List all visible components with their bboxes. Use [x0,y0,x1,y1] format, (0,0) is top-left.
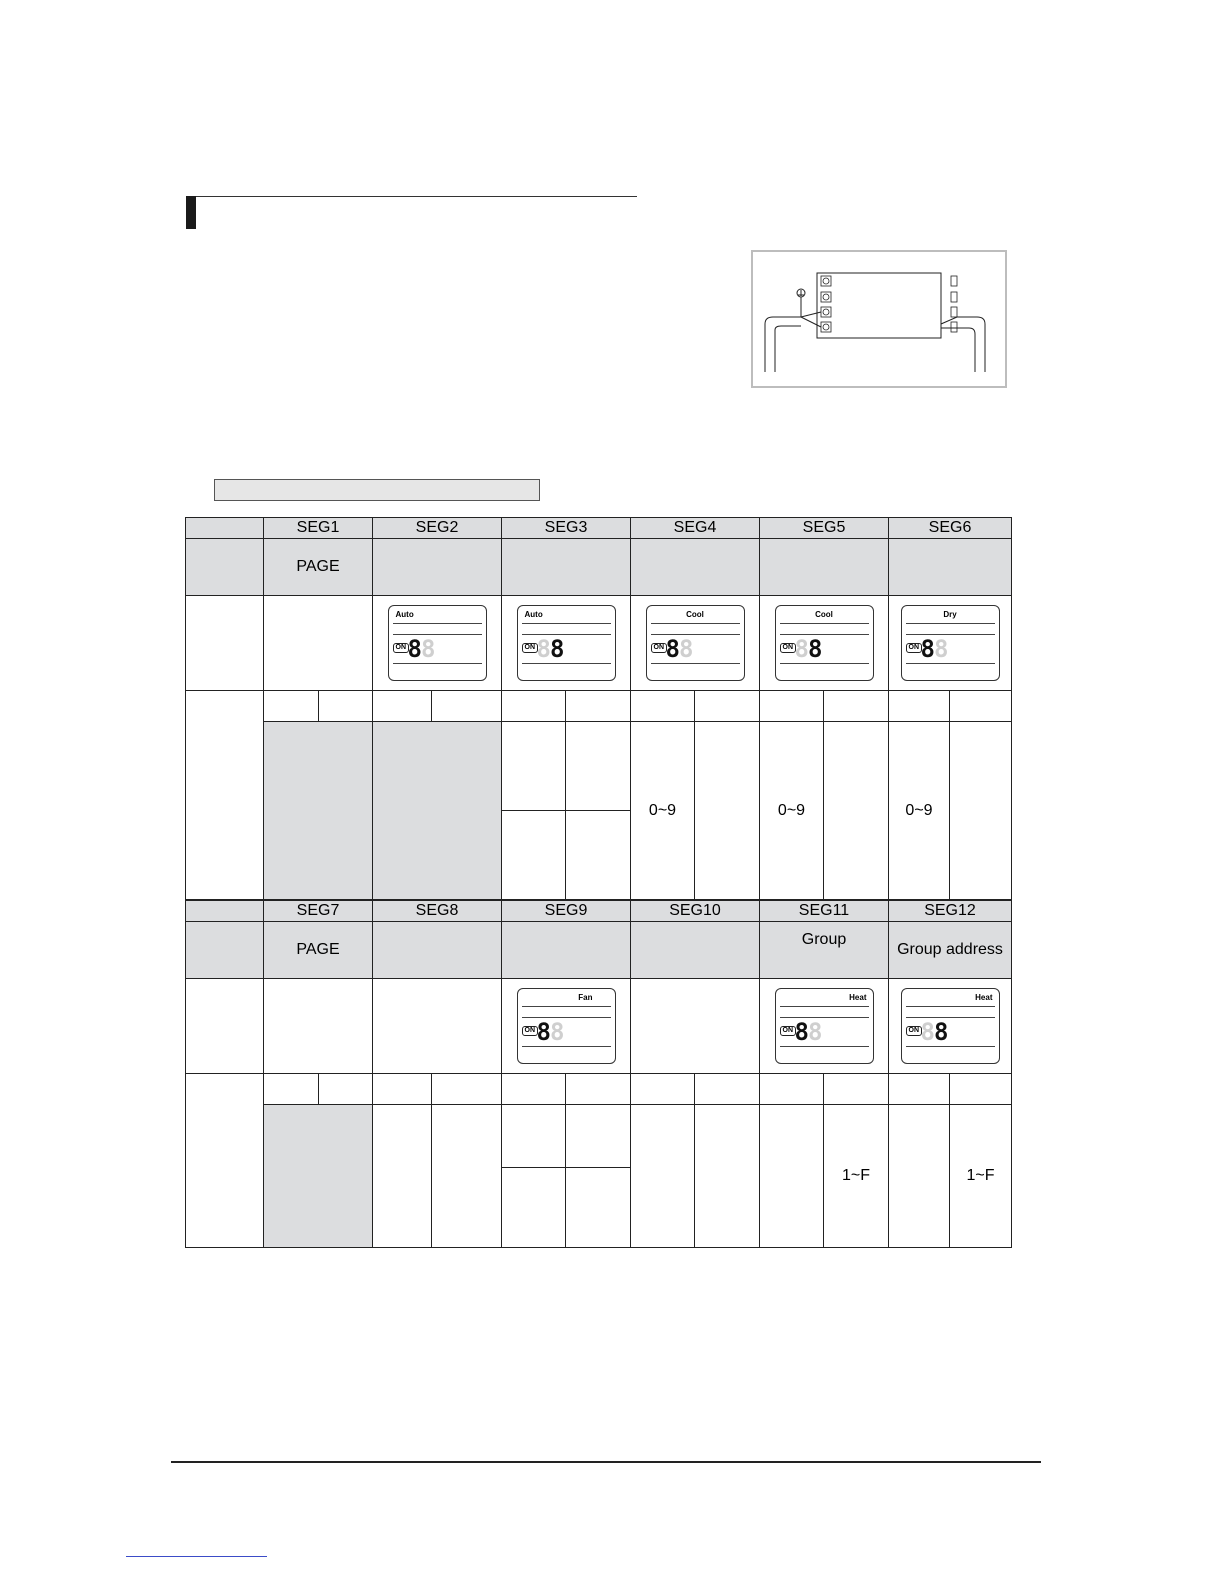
lcd-on-indicator: ON [522,1026,539,1036]
header-seg8: SEG8 [373,901,502,922]
seg4-range: 0~9 [631,722,695,900]
lcd-display [901,605,1000,681]
lcd-digit: 8 [794,1018,808,1046]
lcd-mode-label: Dry [943,610,957,619]
header-seg10: SEG10 [631,901,760,922]
header-seg2: SEG2 [373,518,502,539]
description-row [186,922,1012,979]
header-seg4: SEG4 [631,518,760,539]
lcd-on-indicator: ON [906,643,923,653]
lcd-display [517,988,616,1064]
header-seg3: SEG3 [502,518,631,539]
lcd-digit: 8 [536,1018,550,1046]
lcd-mode-label: Cool [815,610,833,619]
lcd-digit: 8 [665,635,679,663]
lcd-digit-dim: 8 [794,635,808,663]
lcd-display [775,988,874,1064]
seg5-range: 0~9 [760,722,824,900]
display-row [186,979,1012,1074]
header-seg12: SEG12 [889,901,1012,922]
value-row [186,1105,1012,1168]
lcd-mode-label: Heat [975,993,993,1002]
lcd-display [517,605,616,681]
lcd-digit: 8 [407,635,421,663]
wiring-diagram-drawing [753,252,1005,386]
lcd-on-indicator: ON [393,643,410,653]
display-row [186,596,1012,691]
table-caption-box [214,479,540,501]
lcd-digit-dim: 8 [536,635,550,663]
value-row [186,722,1012,811]
lcd-display [388,605,487,681]
lcd-on-indicator: ON [780,643,797,653]
footer-rule [171,1461,1041,1463]
lcd-digit: 8 [549,635,564,663]
header-row [186,518,1012,539]
lcd-digit-dim: 8 [420,635,435,663]
lcd-digit-dim: 8 [549,1018,564,1046]
lcd-mode-label: Auto [524,610,543,619]
section-header-rule [196,196,637,197]
header-seg11: SEG11 [760,901,889,922]
description-row [186,539,1012,596]
header-seg5: SEG5 [760,518,889,539]
seg11-description: Group [760,922,889,979]
lcd-digit-dim: 8 [678,635,693,663]
lcd-on-indicator: ON [651,643,668,653]
header-seg9: SEG9 [502,901,631,922]
lcd-mode-label: Fan [578,993,593,1002]
lcd-digit: 8 [920,635,934,663]
lcd-mode-label: Cool [686,610,704,619]
header-seg6: SEG6 [889,518,1012,539]
subheader-row [186,1074,1012,1105]
seg12-range: 1~F [950,1105,1012,1248]
lcd-digit: 8 [933,1018,948,1046]
section-header-bar [186,196,196,229]
segment-table-top [185,517,1012,900]
wiring-diagram [751,250,1007,388]
seg1-description: PAGE [264,539,373,596]
header-seg1: SEG1 [264,518,373,539]
lcd-digit-dim: 8 [807,1018,822,1046]
bottom-link-underline[interactable] [126,1556,267,1557]
lcd-digit-dim: 8 [933,635,948,663]
lcd-mode-label: Auto [395,610,414,619]
seg11-range: 1~F [824,1105,889,1248]
segment-table-bottom [185,900,1012,1248]
lcd-on-indicator: ON [522,643,539,653]
seg7-description: PAGE [264,922,373,979]
header-row [186,901,1012,922]
lcd-digit-dim: 8 [920,1018,934,1046]
lcd-digit: 8 [807,635,822,663]
seg12-description: Group address [889,922,1012,979]
lcd-on-indicator: ON [780,1026,797,1036]
lcd-mode-label: Heat [849,993,867,1002]
seg6-range: 0~9 [889,722,950,900]
lcd-display [646,605,745,681]
lcd-on-indicator: ON [906,1026,923,1036]
subheader-row [186,691,1012,722]
lcd-display [775,605,874,681]
lcd-display [901,988,1000,1064]
header-seg7: SEG7 [264,901,373,922]
